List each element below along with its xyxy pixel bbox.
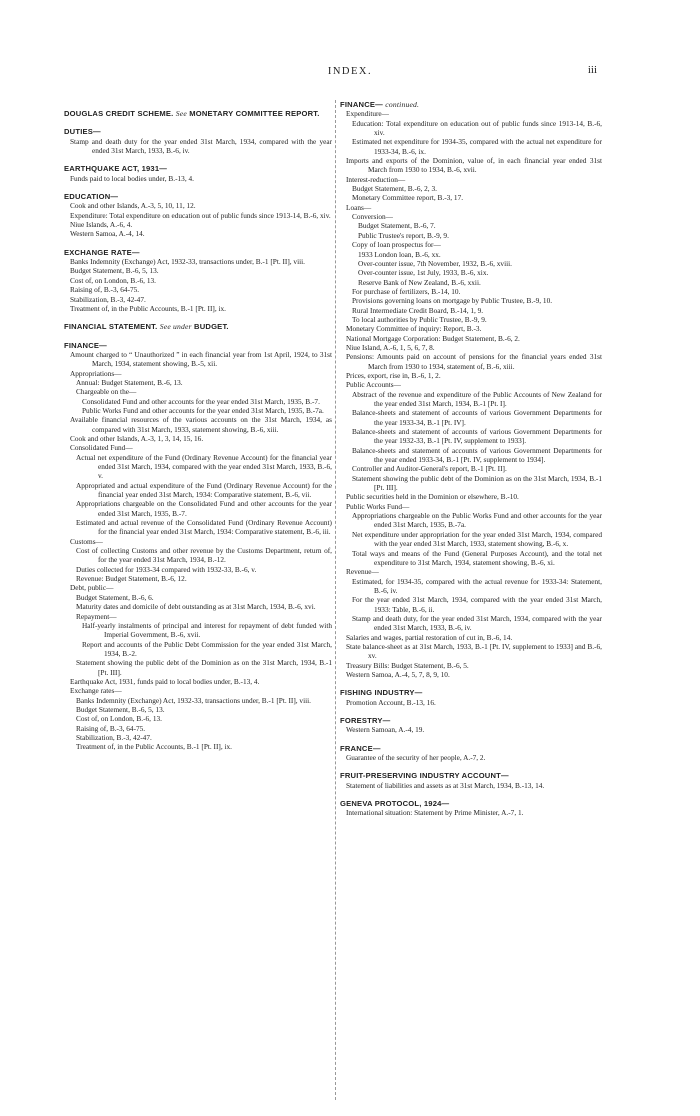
index-heading <box>64 192 332 201</box>
index-entry: Banks Indemnity (Exchange) Act, 1932-33, transactions under, B.-1 [Pt. II], viii. <box>76 695 311 705</box>
index-entry: Abstract of the revenue and expenditure of the Public Accounts of New Zealand for the year ended 31st March, 1934, B.-1 [Pt. I]. <box>352 389 602 408</box>
index-entry: Stamp and death duty for the year ended 31st March, 1934, compared with the year ended 31st March, 1933, B.-6, iv. <box>70 136 332 156</box>
heading-text: DUTIES— <box>64 127 101 137</box>
index-entry: Budget Statement, B.-6, 5, 13. <box>70 266 159 276</box>
see-reference-label: See <box>175 109 187 118</box>
index-entry: Treasury Bills: Budget Statement, B.-6, 5. <box>346 660 469 670</box>
index-entry: Earthquake Act, 1931, funds paid to local bodies under, B.-13, 4. <box>70 676 260 686</box>
index-entry: Debt, public— <box>70 583 114 593</box>
heading-text: GENEVA PROTOCOL, 1924— <box>340 799 450 809</box>
index-heading <box>340 799 602 808</box>
index-entry: Half-yearly instalments of principal and interest for repayment of debt funded with Imperial Government, B.-6, xvii. <box>82 620 332 640</box>
index-entry: Niue Island, A.-6, 1, 5, 6, 7, 8. <box>346 342 435 352</box>
index-entry: Available financial resources of the various accounts on the 31st March, 1934, as compared with 31st March, 1933, statement showing, B.-6, xiii. <box>70 415 332 434</box>
see-reference-label: continued. <box>385 100 420 109</box>
index-entry: Appropriated and actual expenditure of the Fund (Ordinary Revenue Account) for the financial year ended 31st March, 1934: Comparative statement, B.-6, vii. <box>76 480 332 500</box>
index-entry: Copy of loan prospectus for— <box>352 240 441 250</box>
index-entry: Stamp and death duty, for the year ended 31st March, 1934, compared with the year ended 31st March, 1933, B.-6, iv. <box>352 613 602 633</box>
index-entry: Treatment of, in the Public Accounts, B.-1 [Pt. II], ix. <box>70 303 226 313</box>
index-entry: Appropriations— <box>70 368 122 378</box>
index-entry: Exchange rates— <box>70 686 122 696</box>
index-heading <box>64 322 332 331</box>
index-entry: Rural Intermediate Credit Board, B.-14, 1, 9. <box>352 305 484 315</box>
index-entry: Balance-sheets and statement of accounts of various Government Departments for the year ended 1933-34, B.-1 [Pt. IV, supplement to 1934]. <box>352 445 602 465</box>
index-entry: Niue Islands, A.-6, 4. <box>70 220 133 230</box>
index-entry: Monetary Committee of inquiry: Report, B.-3. <box>346 324 482 334</box>
index-entry: Treatment of, in the Public Accounts, B.-1 [Pt. II], ix. <box>76 742 232 752</box>
index-entry: Conversion— <box>352 212 393 222</box>
index-entry: Consolidated Fund— <box>70 443 133 453</box>
index-entry: Provisions governing loans on mortgage by Public Trustee, B.-9, 10. <box>352 296 553 306</box>
index-entry: Raising of, B.-3, 64-75. <box>76 723 146 733</box>
index-entry: Duties collected for 1933-34 compared with 1932-33, B.-6, v. <box>76 564 257 574</box>
index-entry: International situation: Statement by Prime Minister, A.-7, 1. <box>346 808 524 818</box>
index-entry: For purchase of fertilizers, B.-14, 10. <box>352 286 461 296</box>
index-entry: Statement showing the public debt of the Dominion as on the 31st March, 1934, B.-1 [Pt. III]. <box>76 658 332 677</box>
index-entry: Loans— <box>346 202 372 212</box>
index-entry: Estimated net expenditure for 1934-35, compared with the actual net expenditure for 1933-34, B.-6, ix. <box>352 137 602 156</box>
index-entry: Interest-reduction— <box>346 174 406 184</box>
see-reference-label: See under <box>159 322 192 332</box>
index-entry: Maturity dates and domicile of debt outstanding as at 31st March, 1934, B.-6, xvi. <box>76 602 316 612</box>
index-entry: Cost of collecting Customs and other revenue by the Customs Department, return of, for the year ended 31st March, 1934, B.-12. <box>76 546 332 565</box>
index-entry: Imports and exports of the Dominion, value of, in each financial year ended 31st March from 1930 to 1934, B.-6, xvii. <box>346 156 602 175</box>
index-entry: State balance-sheet as at 31st March, 1933, B.-1 [Pt. IV, supplement to 1933] and B.-6, xv. <box>346 641 602 661</box>
index-entry: Western Samoa, A.-4, 5, 7, 8, 9, 10. <box>346 669 450 679</box>
index-entry: Public Trustee's report, B.-9, 9. <box>358 230 449 240</box>
index-entry: Monetary Committee report, B.-3, 17. <box>352 193 464 203</box>
index-entry: For the year ended 31st March, 1934, compared with the year ended 31st March, 1933: Table, B.-6, ii. <box>352 595 602 614</box>
index-entry: Report and accounts of the Public Debt Commission for the year ended 31st March, 1934, B.-2. <box>82 639 332 658</box>
index-column-left <box>64 100 332 752</box>
index-entry: Cost of, on London, B.-6, 13. <box>76 714 162 724</box>
index-entry: Expenditure— <box>346 109 389 119</box>
index-heading <box>340 744 602 753</box>
index-entry: Actual net expenditure of the Fund (Ordinary Revenue Account) for the financial year ended 31st March, 1934, compared with the year ended 31st March, 1933, B.-6, v. <box>76 452 332 481</box>
index-heading <box>64 341 332 350</box>
index-entry: 1933 London loan, B.-6, xx. <box>358 249 441 259</box>
index-entry: Cost of, on London, B.-6, 13. <box>70 275 156 285</box>
index-entry: Estimated, for 1934-35, compared with the actual revenue for 1933-34: Statement, B.-6, iv. <box>352 576 602 595</box>
index-entry: Estimated and actual revenue of the Consolidated Fund (Ordinary Revenue Account) for the financial year ended 31st March, 1934: Comparative statement, B.-6, iii. <box>76 518 332 537</box>
index-entry: Prices, export, rise in, B.-6, 1, 2. <box>346 370 441 380</box>
index-entry: Net expenditure under appropriation for the year ended 31st March, 1934, compared with the year ended 31st March, 1933, statement showing, B.-6, x. <box>352 529 602 549</box>
index-heading <box>340 100 602 109</box>
heading-text: FINANCE— <box>340 100 383 109</box>
index-entry: Expenditure: Total expenditure on education out of public funds since 1913-14, B.-6, xiv. <box>70 210 331 220</box>
index-entry: Public Works Fund and other accounts for the year ended 31st March, 1935, B.-7a. <box>82 405 324 415</box>
index-heading <box>340 771 602 780</box>
index-column-right <box>340 100 602 818</box>
index-heading <box>64 248 332 257</box>
index-entry: Balance-sheets and statement of accounts of various Government Departments for the year 1933-34, B.-1 [Pt. IV]. <box>352 408 602 427</box>
index-entry: Salaries and wages, partial restoration of cut in, B.-6, 14. <box>346 632 513 642</box>
index-entry: Appropriations chargeable on the Consolidated Fund and other accounts for the year ended 31st March, 1935, B.-7. <box>76 499 332 518</box>
index-entry: Budget Statement, B.-6, 6. <box>76 592 154 602</box>
heading-text: FRUIT-PRESERVING INDUSTRY ACCOUNT— <box>340 771 509 781</box>
index-entry: Budget Statement, B.-6, 7. <box>358 221 436 231</box>
index-entry: Revenue— <box>346 567 379 577</box>
see-reference-target: MONETARY COMMITTEE REPORT. <box>189 109 320 118</box>
index-heading <box>340 716 602 725</box>
index-heading <box>64 109 332 118</box>
index-entry: Funds paid to local bodies under, B.-13, 4. <box>70 173 194 183</box>
index-entry: Cook and other Islands, A.-3, 5, 10, 11, 12. <box>70 201 196 211</box>
column-divider <box>335 100 336 1100</box>
see-reference-target: BUDGET. <box>194 322 229 332</box>
index-entry: Education: Total expenditure on education out of public funds since 1913-14, B.-6, xiv. <box>352 118 602 138</box>
index-entry: Chargeable on the— <box>76 387 137 397</box>
index-entry: National Mortgage Corporation: Budget Statement, B.-6, 2. <box>346 333 520 343</box>
index-entry: Controller and Auditor-General's report, B.-1 [Pt. II]. <box>352 464 507 474</box>
index-entry: Public Accounts— <box>346 380 401 390</box>
index-entry: Total ways and means of the Fund (General Purposes Account), and the total net expenditure to 31st March, 1934, statement showing, B.-6, xi. <box>352 548 602 567</box>
index-entry: Amount charged to “ Unauthorized ” in each financial year from 1st April, 1924, to 31st March, 1934, statement showing, B.-5, xii. <box>70 349 332 369</box>
heading-text: FINANCIAL STATEMENT. <box>64 322 158 332</box>
index-heading <box>64 127 332 136</box>
heading-text: DOUGLAS CREDIT SCHEME. <box>64 109 174 118</box>
index-entry: Guarantee of the security of her people, A.-7, 2. <box>346 753 486 763</box>
heading-text: FISHING INDUSTRY— <box>340 688 423 698</box>
index-entry: Annual: Budget Statement, B.-6, 13. <box>76 377 183 387</box>
heading-text: EARTHQUAKE ACT, 1931— <box>64 164 168 174</box>
index-entry: Public Works Fund— <box>346 501 410 511</box>
index-entry: Cook and other Islands, A.-3, 1, 3, 14, 15, 16. <box>70 433 204 443</box>
index-entry: Statement showing the public debt of the Dominion as on the 31st March, 1934, B.-1 [Pt. III]. <box>352 473 602 493</box>
page-header <box>0 66 700 82</box>
page-title: INDEX. <box>327 66 373 77</box>
heading-text: FORESTRY— <box>340 716 391 725</box>
index-entry: Pensions: Amounts paid on account of pensions for the financial years ended 31st March from 1930 to 1934, statement of, B.-6, xiii. <box>346 352 602 371</box>
index-entry: Revenue: Budget Statement, B.-6, 12. <box>76 574 187 584</box>
index-entry: Reserve Bank of New Zealand, B.-6, xxii. <box>358 277 481 287</box>
index-entry: Promotion Account, B.-13, 16. <box>346 697 436 707</box>
index-entry: Banks Indemnity (Exchange) Act, 1932-33, transactions under, B.-1 [Pt. II], viii. <box>70 257 305 267</box>
index-entry: Statement of liabilities and assets as at 31st March, 1934, B.-13, 14. <box>346 780 545 790</box>
heading-text: EDUCATION— <box>64 192 119 202</box>
index-heading <box>340 688 602 697</box>
index-entry: Stabilization, B.-3, 42-47. <box>76 732 152 742</box>
index-entry: Western Samoan, A.-4, 19. <box>346 725 425 735</box>
index-entry: Over-counter issue, 7th November, 1932, B.-6, xviii. <box>358 258 512 268</box>
index-entry: Repayment— <box>76 611 117 621</box>
index-entry: To local authorities by Public Trustee, B.-9, 9. <box>352 314 487 324</box>
index-entry: Public securities held in the Dominion or elsewhere, B.-10. <box>346 492 519 502</box>
index-entry: Customs— <box>70 536 103 546</box>
index-entry: Budget Statement, B.-6, 5, 13. <box>76 704 165 714</box>
page-number: iii <box>587 64 597 76</box>
index-entry: Western Samoa, A.-4, 14. <box>70 229 145 239</box>
index-entry: Appropriations chargeable on the Public Works Fund and other accounts for the year ended 31st March, 1935, B.-7a. <box>352 511 602 530</box>
index-entry: Stabilization, B.-3, 42-47. <box>70 294 146 304</box>
heading-text: FINANCE— <box>64 340 107 350</box>
index-entry: Consolidated Fund and other accounts for the year ended 31st March, 1935, B.-7. <box>82 396 320 406</box>
index-entry: Over-counter issue, 1st July, 1933, B.-6, xix. <box>358 268 489 278</box>
index-entry: Balance-sheets and statement of accounts of various Government Departments for the year 1932-33, B.-1 [Pt. IV, supplement to 1933]. <box>352 427 602 446</box>
index-heading <box>64 164 332 173</box>
index-entry: Raising of, B.-3, 64-75. <box>70 285 140 295</box>
heading-text: FRANCE— <box>340 743 381 753</box>
heading-text: EXCHANGE RATE— <box>64 247 140 257</box>
index-entry: Budget Statement, B.-6, 2, 3. <box>352 184 437 194</box>
